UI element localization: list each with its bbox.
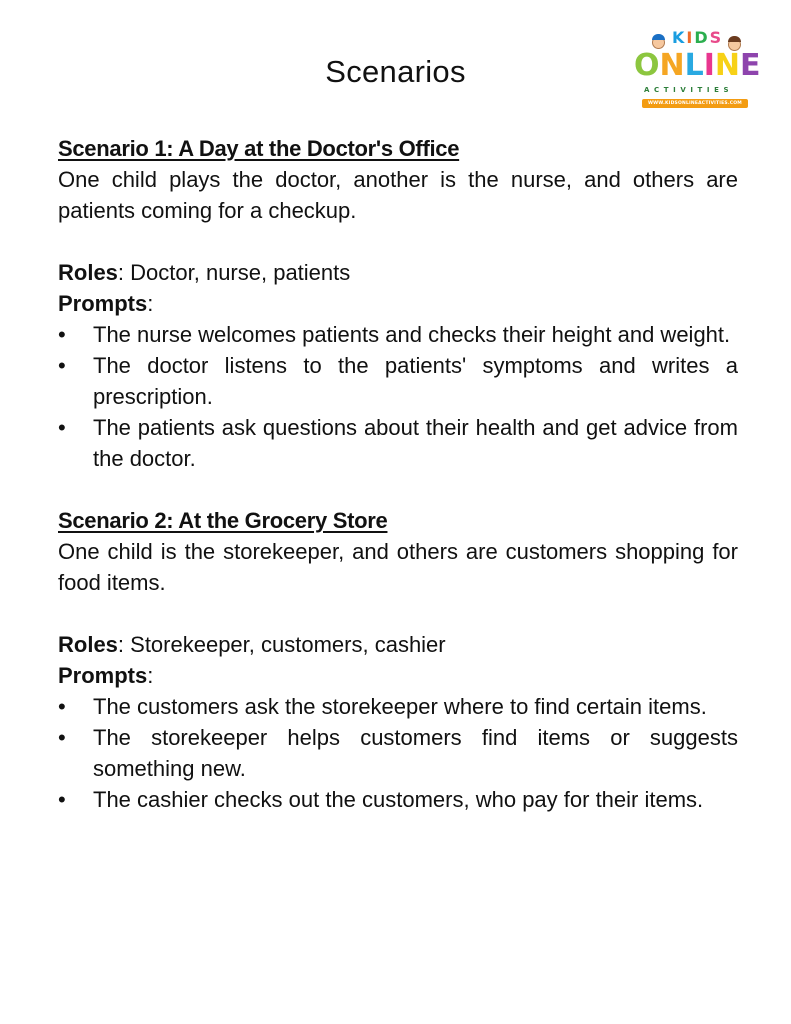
prompts-line: [58, 660, 738, 691]
prompts-label: Prompts: [58, 663, 148, 688]
list-item: [58, 722, 738, 784]
prompts-line: [58, 288, 738, 319]
list-item: [58, 319, 738, 350]
prompt-text: The doctor listens to the patients' symptoms and writes a prescription.: [93, 353, 738, 409]
scenario-1: [58, 133, 738, 474]
page-title: Scenarios: [325, 54, 466, 89]
prompts-colon: :: [147, 663, 154, 688]
prompt-text: The nurse welcomes patients and checks their height and weight.: [93, 322, 731, 347]
list-item: [58, 784, 738, 815]
roles-text: : Doctor, nurse, patients: [117, 260, 351, 285]
scenario-description: One child plays the doctor, another is the nurse, and others are patients coming for a checkup.: [58, 167, 738, 223]
bullet: •: [58, 725, 66, 750]
bullet: •: [58, 353, 66, 378]
kids-online-activities-logo: [632, 26, 761, 114]
list-item: [58, 350, 738, 412]
prompts-list: [58, 319, 738, 474]
logo-url-text: WWW.KIDSONLINEACTIVITIES.COM: [642, 99, 748, 108]
bullet: •: [58, 415, 66, 440]
roles-line: [58, 629, 738, 660]
logo-online-text: ONLINE: [634, 48, 761, 83]
bullet: •: [58, 787, 66, 812]
roles-label: Roles: [58, 260, 118, 285]
prompt-text: The patients ask questions about their health and get advice from the doctor.: [93, 415, 738, 471]
prompts-list: [58, 691, 738, 815]
prompts-colon: :: [147, 291, 154, 316]
logo-activities-text: ACTIVITIES: [644, 86, 734, 94]
bullet: •: [58, 322, 66, 347]
logo-kids-text: KIDS: [672, 28, 724, 47]
list-item: [58, 412, 738, 474]
scenario-2: [58, 505, 738, 815]
scenario-heading: Scenario 1: A Day at the Doctor's Office: [58, 136, 460, 161]
document-body: [58, 133, 738, 815]
prompt-text: The customers ask the storekeeper where to find certain items.: [93, 694, 707, 719]
prompt-text: The cashier checks out the customers, who pay for their items.: [93, 787, 704, 812]
roles-label: Roles: [58, 632, 118, 657]
roles-line: [58, 257, 738, 288]
bullet: •: [58, 694, 66, 719]
roles-text: : Storekeeper, customers, cashier: [117, 632, 446, 657]
scenario-description: One child is the storekeeper, and others are customers shopping for food items.: [58, 539, 738, 595]
prompt-text: The storekeeper helps customers find items or suggests something new.: [93, 725, 738, 781]
list-item: [58, 691, 738, 722]
prompts-label: Prompts: [58, 291, 148, 316]
scenario-heading: Scenario 2: At the Grocery Store: [58, 508, 388, 533]
